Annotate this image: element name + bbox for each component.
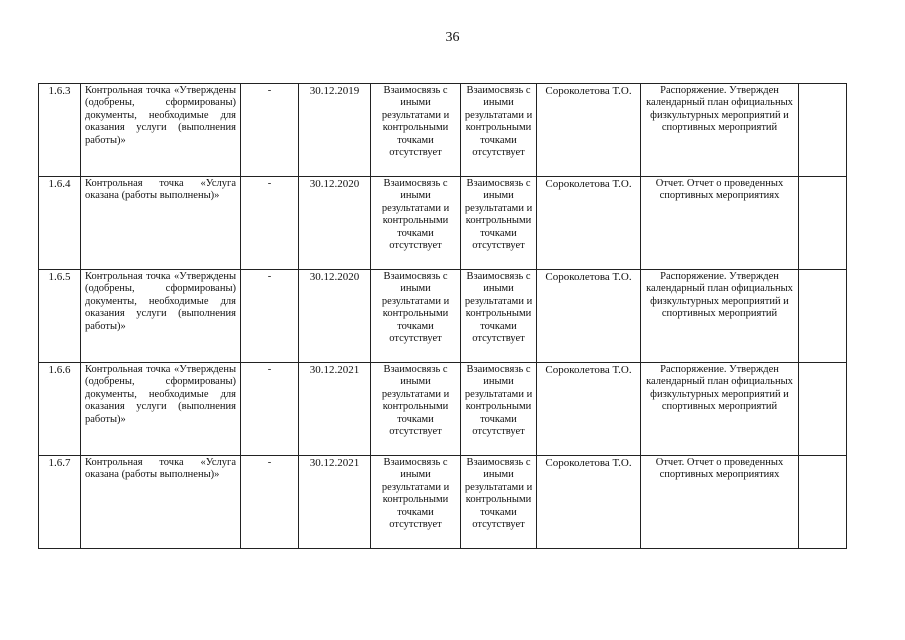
- table-row: [39, 456, 847, 549]
- control-point-description: Контрольная точка «Утверждены (одобрены, сформированы) документы, необходимые для оказания услуги (выполнения работы)»: [81, 363, 241, 456]
- control-point-description: Контрольная точка «Услуга оказана (работы выполнены)»: [81, 177, 241, 270]
- responsible-person: Сороколетова Т.О.: [537, 270, 641, 363]
- responsible-person: Сороколетова Т.О.: [537, 84, 641, 177]
- table-row: [39, 270, 847, 363]
- row-number: 1.6.6: [39, 363, 81, 456]
- table-row: [39, 177, 847, 270]
- control-point-description: Контрольная точка «Утверждены (одобрены, сформированы) документы, необходимые для оказания услуги (выполнения работы)»: [81, 84, 241, 177]
- due-date: 30.12.2020: [299, 177, 371, 270]
- row-number: 1.6.7: [39, 456, 81, 549]
- dash-cell: -: [241, 456, 299, 549]
- row-number: 1.6.4: [39, 177, 81, 270]
- table-row: [39, 363, 847, 456]
- empty-cell: [799, 84, 847, 177]
- relation-cell: Взаимосвязь с иными результатами и контрольными точками отсутствует: [371, 363, 461, 456]
- due-date: 30.12.2020: [299, 270, 371, 363]
- relation-cell: Взаимосвязь с иными результатами и контрольными точками отсутствует: [461, 363, 537, 456]
- responsible-person: Сороколетова Т.О.: [537, 177, 641, 270]
- relation-cell: Взаимосвязь с иными результатами и контрольными точками отсутствует: [461, 84, 537, 177]
- relation-cell: Взаимосвязь с иными результатами и контрольными точками отсутствует: [371, 84, 461, 177]
- document-type: Отчет. Отчет о проведенных спортивных мероприятиях: [641, 177, 799, 270]
- control-point-description: Контрольная точка «Утверждены (одобрены, сформированы) документы, необходимые для оказания услуги (выполнения работы)»: [81, 270, 241, 363]
- dash-cell: -: [241, 270, 299, 363]
- document-type: Отчет. Отчет о проведенных спортивных мероприятиях: [641, 456, 799, 549]
- table-body: [39, 84, 847, 549]
- relation-cell: Взаимосвязь с иными результатами и контрольными точками отсутствует: [371, 456, 461, 549]
- page-number: 36: [445, 30, 460, 45]
- control-point-description: Контрольная точка «Услуга оказана (работы выполнены)»: [81, 456, 241, 549]
- document-type: Распоряжение. Утвержден календарный план официальных физкультурных мероприятий и спортивных мероприятий: [641, 84, 799, 177]
- row-number: 1.6.5: [39, 270, 81, 363]
- dash-cell: -: [241, 363, 299, 456]
- control-points-table: [38, 83, 847, 549]
- relation-cell: Взаимосвязь с иными результатами и контрольными точками отсутствует: [371, 177, 461, 270]
- table-row: [39, 84, 847, 177]
- dash-cell: -: [241, 177, 299, 270]
- empty-cell: [799, 363, 847, 456]
- document-type: Распоряжение. Утвержден календарный план официальных физкультурных мероприятий и спортивных мероприятий: [641, 363, 799, 456]
- relation-cell: Взаимосвязь с иными результатами и контрольными точками отсутствует: [461, 177, 537, 270]
- dash-cell: -: [241, 84, 299, 177]
- relation-cell: Взаимосвязь с иными результатами и контрольными точками отсутствует: [461, 270, 537, 363]
- empty-cell: [799, 456, 847, 549]
- empty-cell: [799, 177, 847, 270]
- due-date: 30.12.2021: [299, 363, 371, 456]
- empty-cell: [799, 270, 847, 363]
- document-type: Распоряжение. Утвержден календарный план официальных физкультурных мероприятий и спортивных мероприятий: [641, 270, 799, 363]
- due-date: 30.12.2021: [299, 456, 371, 549]
- row-number: 1.6.3: [39, 84, 81, 177]
- due-date: 30.12.2019: [299, 84, 371, 177]
- responsible-person: Сороколетова Т.О.: [537, 456, 641, 549]
- responsible-person: Сороколетова Т.О.: [537, 363, 641, 456]
- relation-cell: Взаимосвязь с иными результатами и контрольными точками отсутствует: [461, 456, 537, 549]
- relation-cell: Взаимосвязь с иными результатами и контрольными точками отсутствует: [371, 270, 461, 363]
